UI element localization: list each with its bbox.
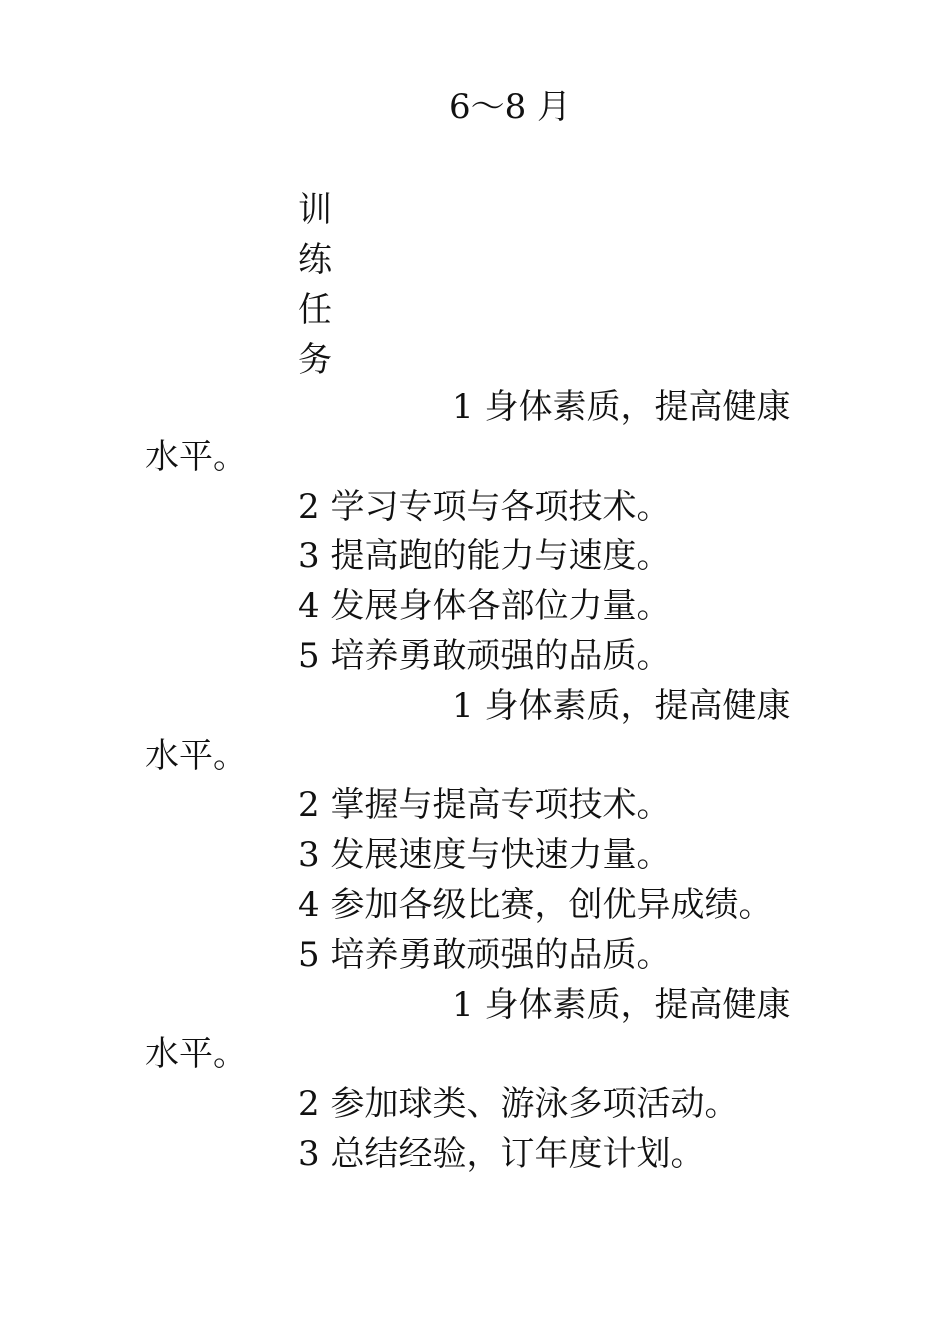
section-1-first-line: 1 身体素质，提高健康 — [452, 387, 791, 427]
list-item: 5 培养勇敢顽强的品质。 — [298, 635, 671, 676]
list-item: 2 参加球类、游泳多项活动。 — [298, 1084, 739, 1125]
section-3-first-line-cont: 水平。 — [145, 1034, 247, 1075]
list-item: 3 提高跑的能力与速度。 — [298, 536, 671, 577]
list-item: 5 培养勇敢顽强的品质。 — [298, 934, 671, 975]
list-item: 3 总结经验，订年度计划。 — [298, 1133, 705, 1174]
label-char: 任 — [298, 290, 332, 330]
section-3-first-line: 1 身体素质，提高健康 — [452, 984, 791, 1025]
list-item: 3 发展速度与快速力量。 — [298, 835, 671, 876]
label-char: 练 — [298, 240, 332, 280]
list-item: 2 掌握与提高专项技术。 — [298, 785, 671, 826]
section-1-first-line-cont: 水平。 — [145, 436, 247, 477]
section-2-first-line: 1 身体素质，提高健康 — [452, 685, 791, 726]
vertical-label-training-tasks — [298, 185, 332, 385]
label-char: 训 — [298, 190, 332, 230]
page-title: 6～8 月 — [448, 87, 572, 127]
list-item: 4 参加各级比赛，创优异成绩。 — [298, 884, 773, 925]
list-item: 4 发展身体各部位力量。 — [298, 586, 671, 627]
task-list — [0, 383, 950, 1180]
list-item: 2 学习专项与各项技术。 — [298, 486, 671, 527]
section-2-first-line-cont: 水平。 — [145, 735, 247, 776]
label-char: 务 — [298, 340, 332, 380]
